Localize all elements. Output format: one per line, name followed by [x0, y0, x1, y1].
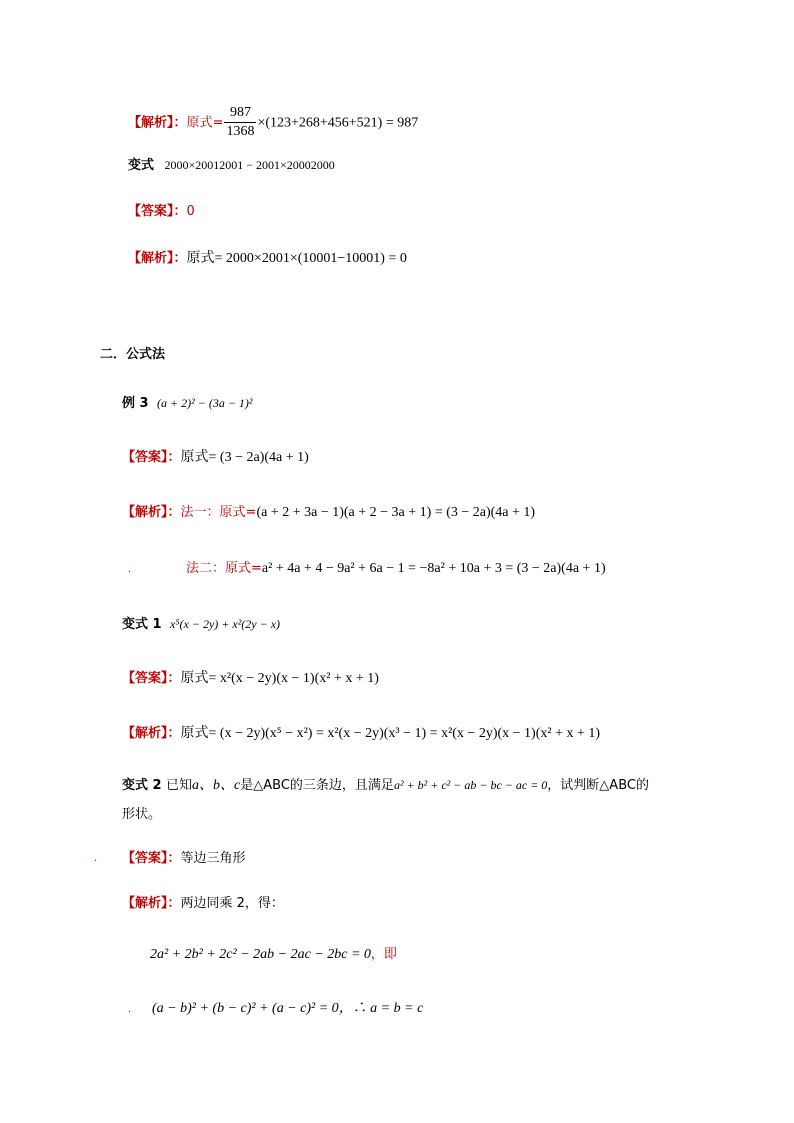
jiexi-text: 两边同乘 2，得：: [180, 896, 284, 911]
equation-2-expr: (a − b)² + (b − c)² + (a − c)² = 0: [152, 1001, 339, 1016]
jiexi-line-3b: [186, 558, 606, 579]
daan-tag: 【答案】: [122, 671, 168, 686]
daan-tag: 【答案】: [122, 851, 168, 866]
variant-2-line-2: [122, 804, 161, 825]
yuanshi-label: 原式=: [186, 115, 224, 131]
colon: ：: [167, 505, 181, 520]
section-title: [100, 344, 165, 365]
variant-2-text-2: 是△ABC的三条边，且满足: [240, 778, 394, 793]
example-3-line: [122, 393, 253, 414]
variant-2-text-1: 已知: [166, 778, 193, 793]
fraction-denominator: 1368: [226, 124, 255, 139]
section-title-text: 二．公式法: [100, 347, 166, 362]
colon: ：: [167, 671, 181, 686]
equation-2-tail: ，∴ a = b = c: [338, 1001, 424, 1016]
example-3-label: 例 3: [122, 396, 149, 411]
variant-2-label: 变式 2: [122, 778, 162, 793]
jiexi-tag: 【解析】: [122, 505, 168, 520]
jiexi-line-0: [128, 248, 407, 269]
bianshi-label: 变式: [128, 158, 155, 173]
fraction-numerator: 987: [224, 104, 256, 123]
method-2-label: 法二：原式=: [186, 561, 262, 576]
daan-tag: 【答案】: [128, 204, 174, 219]
colon: ：: [173, 251, 187, 266]
jiexi-expr-1: ×(123+268+456+521) = 987: [257, 115, 419, 131]
bullet-dot: .: [128, 1004, 132, 1015]
equation-1-expr: 2a² + 2b² + 2c² − 2ab − 2ac − 2bc = 0: [150, 947, 371, 962]
variant-2-condition: a² + b² + c² − ab − bc − ac = 0: [393, 778, 548, 792]
jiexi-line-1: [128, 104, 418, 141]
daan-line-0: [128, 201, 195, 222]
equation-1-tail: ，即: [370, 947, 397, 962]
colon: ：: [167, 450, 181, 465]
colon: ：: [173, 115, 187, 131]
daan-expr: 原式= (3 − 2a)(4a + 1): [180, 450, 309, 465]
jiexi-line-v2: [122, 893, 284, 914]
daan-expr: 原式= x²(x − 2y)(x − 1)(x² + x + 1): [180, 671, 379, 686]
daan-line-v2: [122, 848, 246, 869]
jiexi-tag: 【解析】: [128, 115, 174, 131]
equation-1: [150, 944, 397, 965]
colon: ：: [167, 726, 181, 741]
fraction: [224, 104, 256, 141]
equation-2: [152, 998, 423, 1019]
method-1-label: 法一：原式=: [180, 505, 257, 520]
colon: ：: [173, 204, 187, 219]
jiexi-line-3a: [122, 502, 535, 523]
daan-tag: 【答案】: [122, 450, 168, 465]
variant-1-label: 变式 1: [122, 617, 162, 632]
jiexi-expr: 原式= (x − 2y)(x⁵ − x²) = x²(x − 2y)(x³ − 1) = x²(x − 2y)(x − 1)(x² + x + 1): [180, 726, 601, 741]
daan-line-3: [122, 447, 309, 468]
method-1-expr: (a + 2 + 3a − 1)(a + 2 − 3a + 1) = (3 − 2a)(4a + 1): [256, 505, 536, 520]
jiexi-line-v1: [122, 723, 600, 744]
variant-1-expr: x⁵(x − 2y) + x²(2y − x): [170, 617, 281, 631]
bullet-dot: .: [128, 564, 132, 575]
jiexi-tag: 【解析】: [128, 251, 174, 266]
daan-line-v1: [122, 668, 379, 689]
variant-2-line: [122, 775, 649, 796]
jiexi-tag: 【解析】: [122, 896, 168, 911]
variant-2-text-4: 形状。: [122, 807, 162, 822]
bianshi-expr: 2000×20012001 − 2001×20002000: [164, 158, 335, 172]
colon: ：: [167, 896, 181, 911]
jiexi-expr: 原式= 2000×2001×(10001−10001) = 0: [186, 251, 407, 266]
variant-2-vars: a、b、c: [192, 778, 241, 793]
variant-1-line: [122, 614, 280, 635]
variant-2-text-3: ，试判断△ABC的: [547, 778, 649, 793]
daan-text: 等边三角形: [180, 851, 246, 866]
bullet-dot: .: [94, 853, 98, 864]
colon: ：: [167, 851, 181, 866]
method-2-expr: a² + 4a + 4 − 9a² + 6a − 1 = −8a² + 10a + 3 = (3 − 2a)(4a + 1): [261, 561, 606, 576]
bianshi-line: [128, 155, 335, 176]
jiexi-tag: 【解析】: [122, 726, 168, 741]
example-3-expr: (a + 2)² − (3a − 1)²: [157, 396, 253, 410]
daan-value: 0: [186, 204, 195, 219]
